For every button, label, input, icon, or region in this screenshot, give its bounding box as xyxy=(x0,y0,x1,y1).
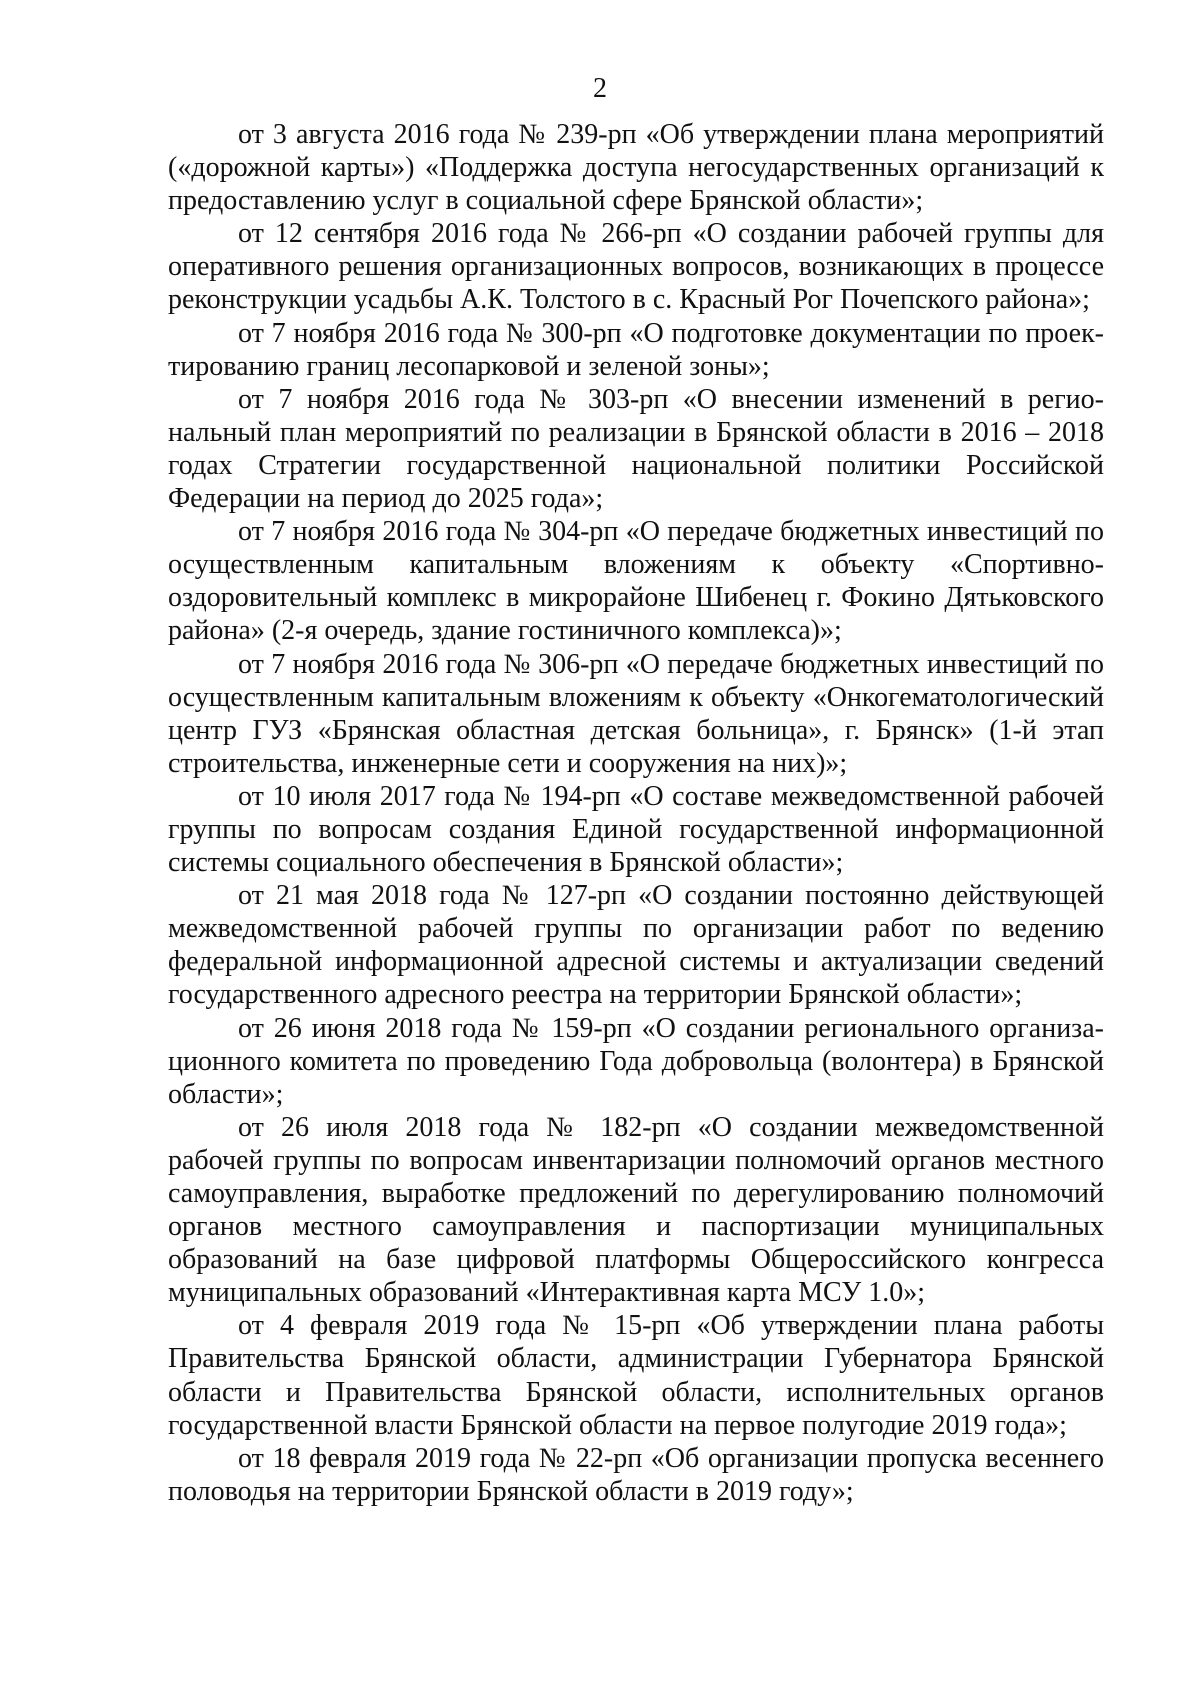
page-number: 2 xyxy=(593,73,607,104)
list-item-order-303: от 7 ноября 2016 года № 303-рп «О внесении изменений в региональный план мероприятий по реализации в Брянской области в 2016 – 2018 годах Стратегии государственной национальной политики Российской Федерации на период до 2025 года»; xyxy=(168,383,1104,515)
list-item-order-15: от 4 февраля 2019 года № 15-рп «Об утверждении плана работы Правительства Брянской области, администрации Губернатора Брянской области и Правительства Брянской области, исполнительных органов государственной власти Брянской области на первое полугодие 2019 года»; xyxy=(168,1310,1104,1441)
list-item-order-159: от 26 июня 2018 года № 159-рп «О создании регионального организационного комитета по проведению Года добровольца (волонтера) в Брянской области»; xyxy=(168,1012,1104,1110)
list-item-order-22: от 18 февраля 2019 года № 22-рп «Об организации пропуска весеннего половодья на территории Брянской области в 2019 году»; xyxy=(168,1442,1104,1507)
list-item-order-127: от 21 мая 2018 года № 127-рп «О создании постоянно действующей межведомственной рабочей группы по организации работ по ведению федеральной информационной адресной системы и актуализации сведений государственного адресного реестра на территории Брянской области»; xyxy=(168,880,1104,1011)
list-item-order-266: от 12 сентября 2016 года № 266-рп «О создании рабочей группы для оперативного решения организационных вопросов, возникающих в процессе реконструкции усадьбы А.К. Толстого в с. Красный Рог Почепского района»; xyxy=(168,218,1104,316)
list-item-order-304: от 7 ноября 2016 года № 304-рп «О передаче бюджетных инвестиций по осуществленным капитальным вложениям к объекту «Спортивно-оздоровительный комплекс в микрорайоне Шибенец г. Фокино Дятьковского района» (2-я очередь, здание гостиничного комплекса)»; xyxy=(168,516,1104,647)
document-body xyxy=(168,118,1104,1508)
list-item-order-300: от 7 ноября 2016 года № 300-рп «О подготовке документации по проектированию границ лесопарковой и зеленой зоны»; xyxy=(168,317,1104,382)
list-item-order-239: от 3 августа 2016 года № 239-рп «Об утверждении плана мероприятий («дорожной карты») «Поддержка доступа негосударственных организаций к предоставлению услуг в социальной сфере Брянской области»; xyxy=(168,119,1104,217)
list-item-order-194: от 10 июля 2017 года № 194-рп «О составе межведомственной рабочей группы по вопросам создания Единой государственной информационной системы социального обеспечения в Брянской области»; xyxy=(168,780,1104,879)
list-item-order-182: от 26 июля 2018 года № 182-рп «О создании межведомственной рабочей группы по вопросам инвентаризации полномочий органов местного самоуправления, выработке предложений по дерегулированию полномочий органов местного самоуправления и паспортизации муниципальных образований на базе цифровой платформы Общероссийского конгресса муниципальных образований «Интерактивная карта МСУ 1.0»; xyxy=(168,1111,1104,1309)
list-item-order-306: от 7 ноября 2016 года № 306-рп «О передаче бюджетных инвестиций по осуществленным капитальным вложениям к объекту «Онкогематологический центр ГУЗ «Брянская областная детская больница», г. Брянск» (1-й этап строительства, инженерные сети и сооружения на них)»; xyxy=(168,648,1104,779)
